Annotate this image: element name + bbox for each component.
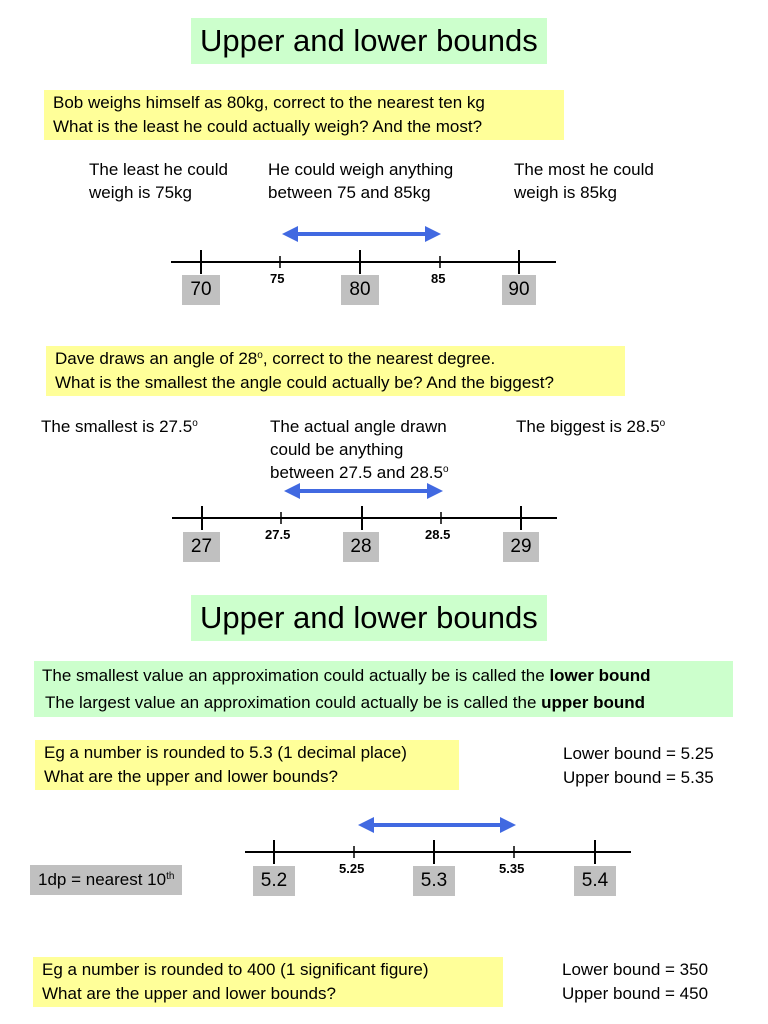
precision-note: 1dp = nearest 10th xyxy=(30,865,182,895)
minor-label: 27.5 xyxy=(265,527,291,542)
label-box: 27 xyxy=(183,532,220,562)
note-line: He could weigh anything xyxy=(268,160,454,179)
note-line: weigh is 75kg xyxy=(89,183,193,202)
minor-label: 75 xyxy=(270,271,285,286)
arrow-head-left xyxy=(358,817,374,833)
label-box: 5.4 xyxy=(574,866,616,896)
smallest-angle-note: The smallest is 27.5$^o$ xyxy=(41,417,198,436)
example-sigfig-answers xyxy=(562,958,708,1006)
upper-bound-answer: Upper bound = 5.35 xyxy=(563,768,714,787)
label-box: 29 xyxy=(503,532,539,562)
question-line: Eg a number is rounded to 5.3 (1 decimal place) xyxy=(44,743,407,762)
minor-label: 5.35 xyxy=(499,861,525,876)
label-box: 90 xyxy=(502,275,536,305)
question-line: Bob weighs himself as 80kg, correct to the nearest ten kg xyxy=(53,93,485,112)
question-line: Dave draws an angle of 28$^o$, correct to the nearest degree. xyxy=(55,349,496,368)
lower-bound-answer: Lower bound = 350 xyxy=(562,960,709,979)
section-title: Upper and lower bounds xyxy=(191,595,547,641)
label-box: 70 xyxy=(182,275,220,305)
example-sigfig xyxy=(33,957,503,1007)
lower-bound-answer: Lower bound = 5.25 xyxy=(563,744,714,763)
upper-bound-answer: Upper bound = 450 xyxy=(562,984,709,1003)
definition-upper: The largest value an approximation could actually be is called the upper bound xyxy=(45,693,645,712)
label-box: 5.2 xyxy=(253,866,295,896)
note-line: could be anything xyxy=(270,440,404,459)
arrow-head-right xyxy=(500,817,516,833)
note-line: The actual angle drawn xyxy=(270,417,447,436)
question-line: What is the least he could actually weigh? And the most? xyxy=(53,117,483,136)
question-line: What are the upper and lower bounds? xyxy=(42,984,336,1003)
note-line: between 27.5 and 28.5$^o$ xyxy=(270,463,449,482)
biggest-angle-note: The biggest is 28.5$^o$ xyxy=(516,417,666,436)
question-line: What are the upper and lower bounds? xyxy=(44,767,338,786)
definition-lower: The smallest value an approximation could actually be is called the lower bound xyxy=(42,666,651,685)
note-line: between 75 and 85kg xyxy=(268,183,431,202)
note-line: weigh is 85kg xyxy=(514,183,618,202)
minor-label: 28.5 xyxy=(425,527,451,542)
label-box: 5.3 xyxy=(413,866,455,896)
label-box: 80 xyxy=(341,275,379,305)
minor-label: 5.25 xyxy=(339,861,365,876)
label-box: 28 xyxy=(343,532,379,562)
note-line: The least he could xyxy=(89,160,228,179)
question-line: What is the smallest the angle could actually be? And the biggest? xyxy=(55,373,554,392)
page-title: Upper and lower bounds xyxy=(191,18,547,64)
question-line: Eg a number is rounded to 400 (1 significant figure) xyxy=(42,960,429,979)
note-line: The most he could xyxy=(514,160,654,179)
minor-label: 85 xyxy=(431,271,446,286)
